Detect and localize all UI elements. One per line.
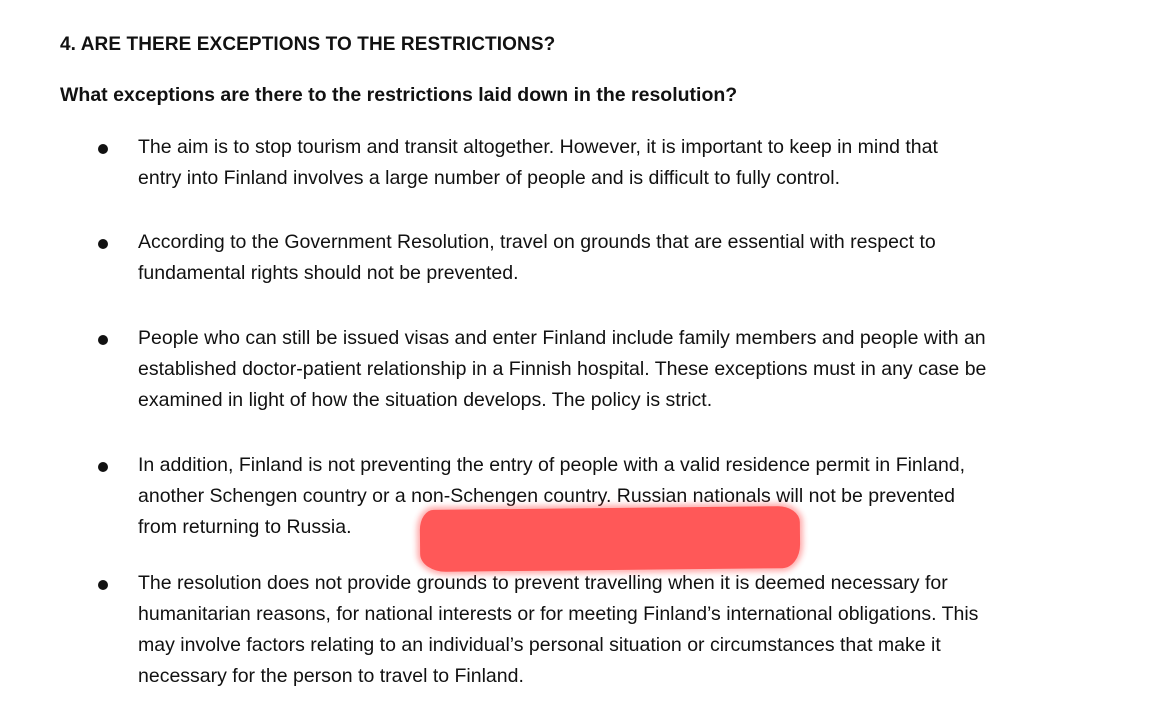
list-item-text [138,227,1098,289]
text-line: established doctor-patient relationship in a Finnish hospital. These exceptions must in any case be [138,358,987,380]
text-line: The aim is to stop tourism and transit altogether. However, it is important to keep in mind that [138,136,938,158]
bullet-icon [98,580,108,590]
text-line: People who can still be issued visas and enter Finland include family members and people with an [138,327,986,349]
text-line: humanitarian reasons, for national interests or for meeting Finland’s international obligations. This [138,603,979,625]
list-item-text [138,323,1098,416]
question-heading: What exceptions are there to the restrictions laid down in the resolution? [60,84,738,106]
text-line: necessary for the person to travel to Finland. [138,665,524,687]
text-line: In addition, Finland is not preventing the entry of people with a valid residence permit in Finland, [138,454,966,476]
bullet-icon [98,462,108,472]
text-line: According to the Government Resolution, travel on grounds that are essential with respect to [138,231,936,253]
list-item-text [138,568,1098,692]
redaction-highlight [420,506,801,572]
list-item-text [138,132,1098,194]
text-line: another Schengen country or a non-Schengen country. Russian nationals will not be prevented [138,485,955,507]
text-line: may involve factors relating to an individual’s personal situation or circumstances that make it [138,634,941,656]
bullet-icon [98,239,108,249]
text-line: The resolution does not provide grounds to prevent travelling when it is deemed necessary for [138,572,948,594]
text-line: examined in light of how the situation develops. The policy is strict. [138,389,713,411]
section-heading: 4. ARE THERE EXCEPTIONS TO THE RESTRICTIONS? [60,34,556,55]
text-line: from returning to Russia. [138,516,352,538]
bullet-icon [98,335,108,345]
text-line: entry into Finland involves a large number of people and is difficult to fully control. [138,167,841,189]
bullet-icon [98,144,108,154]
text-line: fundamental rights should not be prevented. [138,262,519,284]
